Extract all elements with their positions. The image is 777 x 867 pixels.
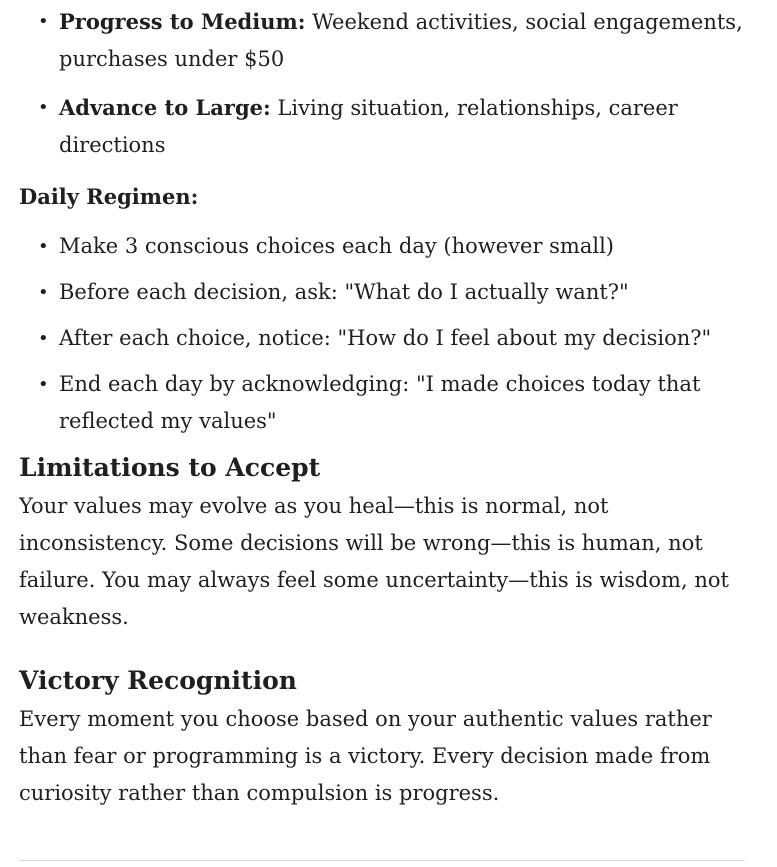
daily-regimen-list [19,228,745,440]
daily-regimen-heading: Daily Regimen: [19,184,199,209]
list-item: • Make 3 conscious choices each day (however small) [19,228,745,265]
limitations-heading: Limitations to Accept [19,453,321,482]
list-item [19,89,745,164]
progression-list [19,0,745,164]
list-item-text: Living situation, relationships, career directions [59,96,678,157]
limitations-paragraph: Your values may evolve as you heal—this is normal, not inconsistency. Some decisions will be wrong—this is human, not failure. You may always feel some uncertainty—this is wisdom, not weakness. [19,494,729,629]
list-item-label: Progress to Medium: [59,9,306,34]
list-item: • Before each decision, ask: "What do I actually want?" [19,274,745,311]
list-item-label: Advance to Large: [59,95,271,120]
list-item-text: Weekend activities, social engagements, purchases under $50 [59,10,743,71]
list-item [19,3,745,78]
victory-heading: Victory Recognition [19,666,297,695]
victory-paragraph: Every moment you choose based on your authentic values rather than fear or programming is a victory. Every decision made from curiosity rather than compulsion is progress. [19,707,712,805]
list-item: • End each day by acknowledging: "I made choices today that reflected my values" [19,366,745,440]
list-item: • After each choice, notice: "How do I feel about my decision?" [19,320,745,357]
section-divider [19,860,745,861]
